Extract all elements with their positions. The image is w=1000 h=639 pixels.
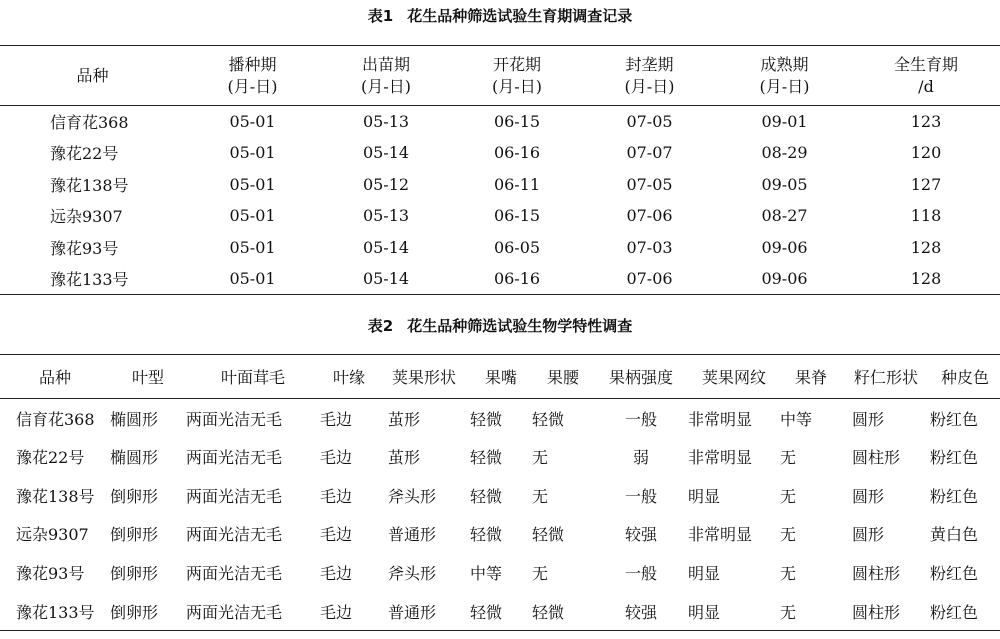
table1-header-row [0, 46, 1000, 106]
table2-header-pod-ridge: 果脊 [780, 355, 842, 399]
table1-header-sowing: 播种期 (月-日) [185, 46, 320, 106]
table-row: 豫花133号 倒卵形 两面光洁无毛 毛边 普通形 轻微 轻微 较强 明显 无 圆柱形 粉红色 [0, 592, 1000, 631]
table1-title: 花生品种筛选试验生育期调查记录 [407, 7, 633, 25]
table2-header-pod-shape: 荚果形状 [378, 355, 470, 399]
table-row: 远杂9307 倒卵形 两面光洁无毛 毛边 普通形 轻微 轻微 较强 非常明显 无 圆形 黄白色 [16, 525, 979, 545]
table1-header-variety: 品种 [0, 46, 185, 106]
table1-header-emergence: 出苗期 (月-日) [320, 46, 452, 106]
table-row: 信育花368 椭圆形 两面光洁无毛 毛边 茧形 轻微 轻微 一般 非常明显 中等 圆形 粉红色 [16, 409, 979, 429]
table2-header-leaf-shape: 叶型 [110, 355, 186, 399]
table2-header-leaf-margin: 叶缘 [320, 355, 378, 399]
table2-caption [0, 316, 1000, 336]
table-row: 豫花93号 倒卵形 两面光洁无毛 毛边 斧头形 中等 无 一般 明显 无 圆柱形 粉红色 [16, 564, 979, 584]
table1-number: 表1 [367, 7, 394, 25]
table2-header-seed-coat-color: 种皮色 [930, 355, 1000, 399]
table2-header-pod-beak: 果嘴 [470, 355, 532, 399]
table-row: 豫花133号 05-01 05-14 06-16 07-06 09-06 128 [0, 263, 1000, 295]
table-row: 豫花93号 05-01 05-14 06-05 07-03 09-06 128 [50, 237, 942, 258]
table2-header-variety: 品种 [0, 355, 110, 399]
table2-header-pod-reticulation: 荚果网纹 [688, 355, 780, 399]
table2-number: 表2 [367, 317, 394, 335]
table-row: 豫花22号 05-01 05-14 06-16 07-07 08-29 120 [50, 143, 942, 164]
table1-header-flowering: 开花期 (月-日) [452, 46, 582, 106]
table2-header-pod-waist: 果腰 [532, 355, 594, 399]
table1-caption [0, 6, 1000, 26]
table-row: 远杂9307 05-01 05-13 06-15 07-06 08-27 118 [50, 206, 942, 227]
table1-growth-period [0, 45, 1000, 295]
table1-header-total-days: 全生育期 /d [852, 46, 1000, 106]
table-row: 豫花138号 倒卵形 两面光洁无毛 毛边 斧头形 轻微 无 一般 明显 无 圆形 粉红色 [16, 486, 979, 506]
table2-biological-traits [0, 354, 1000, 631]
table1-header-canopy-closure: 封垄期 (月-日) [582, 46, 717, 106]
table2-header-leaf-hair: 叶面茸毛 [186, 355, 320, 399]
table-row: 信育花368 05-01 05-13 06-15 07-05 09-01 123 [50, 112, 942, 132]
table1-header-maturity: 成熟期 (月-日) [717, 46, 852, 106]
table-row: 豫花138号 05-01 05-12 06-11 07-05 09-05 127 [50, 174, 942, 195]
table2-header-row [0, 355, 1000, 399]
table-row: 豫花22号 椭圆形 两面光洁无毛 毛边 茧形 轻微 无 弱 非常明显 无 圆柱形 粉红色 [16, 448, 979, 468]
table2-title: 花生品种筛选试验生物学特性调查 [407, 317, 633, 335]
table2-header-stalk-strength: 果柄强度 [594, 355, 688, 399]
table2-header-kernel-shape: 籽仁形状 [842, 355, 930, 399]
